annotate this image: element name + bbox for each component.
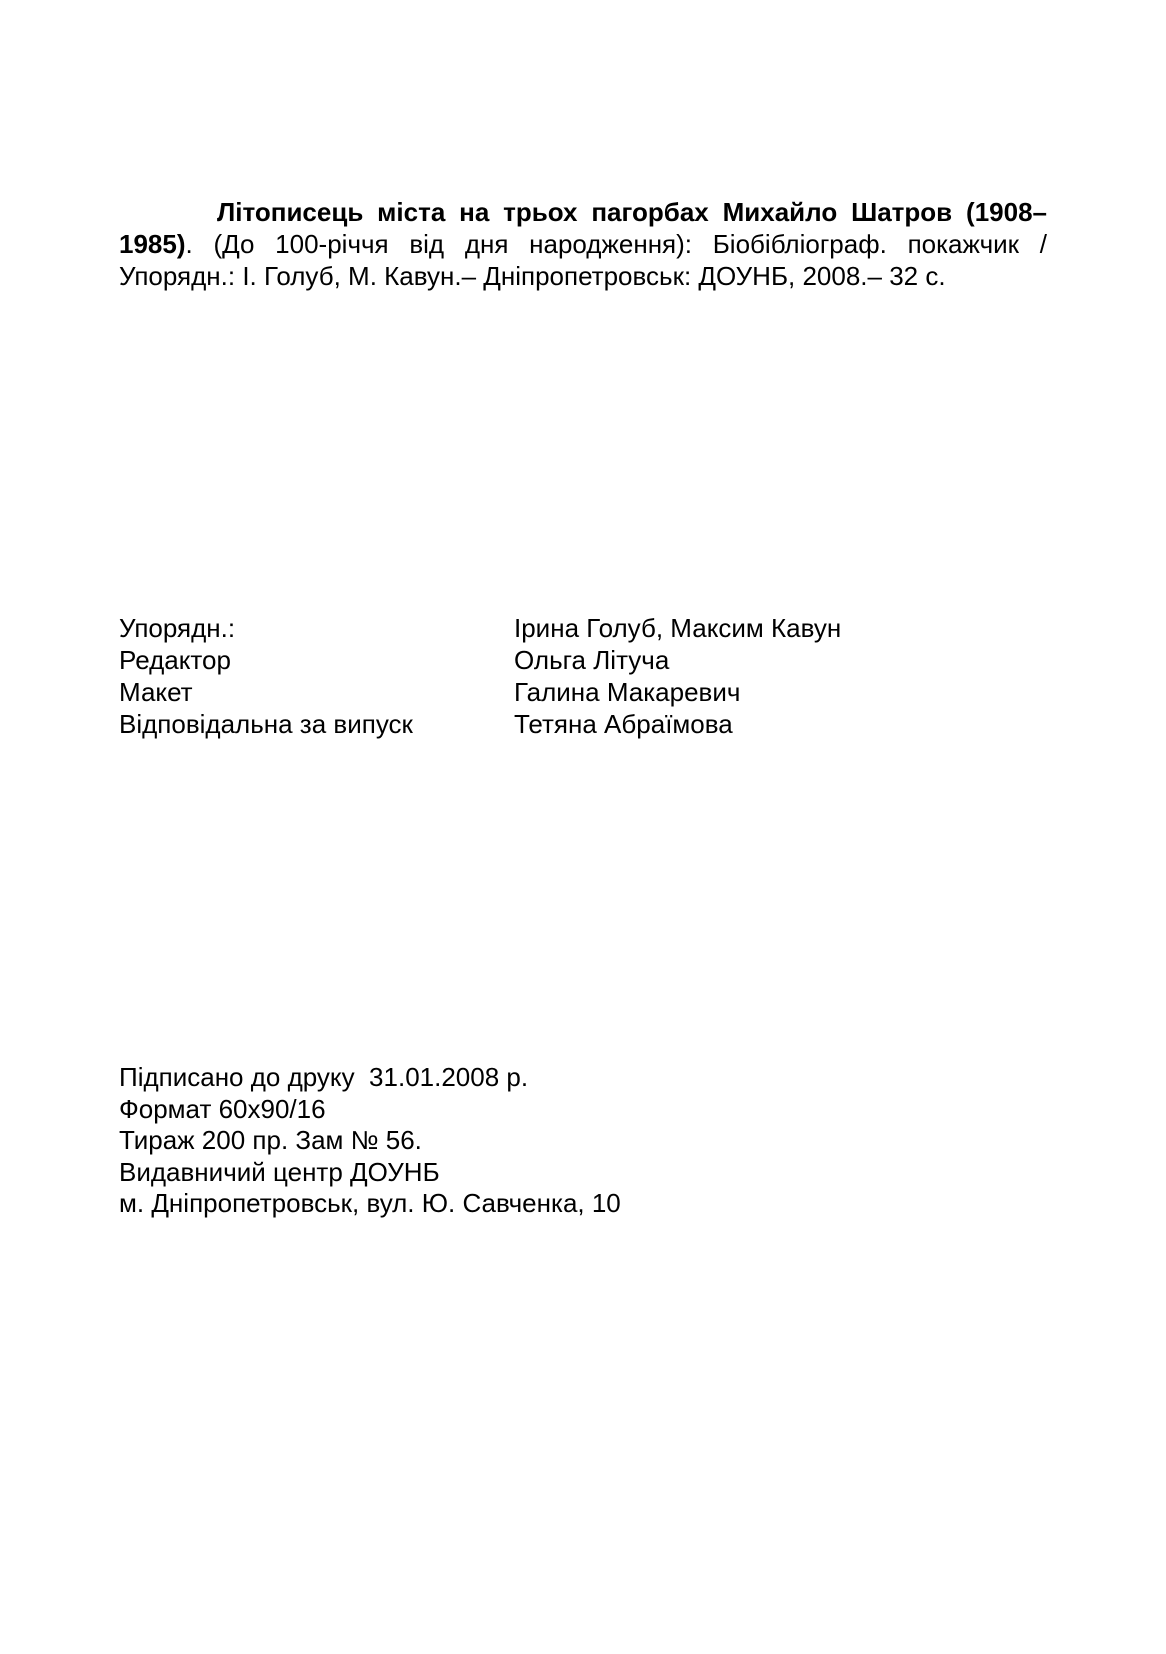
book-description: . (До 100-річчя від дня народження): Біобібліограф. покажчик / Упорядн.: І. Голуб, М. Кавун.– Дніпропетровськ: ДОУНБ, 2008.– 32 с. [119,229,1047,291]
imprint-signed: Підписано до друку 31.01.2008 р. [119,1062,529,1092]
imprint-print-run: Тираж 200 пр. Зам № 56. [119,1125,422,1155]
credit-name: Ольга Літуча [514,645,670,675]
credit-role: Відповідальна за випуск [119,709,413,739]
credit-name: Ірина Голуб, Максим Кавун [514,613,842,643]
bibliographic-record [119,196,1047,292]
book-dates: (1908–1985) [119,197,1047,259]
credit-name: Тетяна Абраїмова [514,709,733,739]
imprint-format: Формат 60x90/16 [119,1093,326,1124]
credit-row-compilers [119,612,1019,644]
credit-row-layout [119,676,1019,708]
credit-role: Упорядн.: [119,613,236,643]
credit-name: Галина Макаревич [514,677,741,707]
imprint-address: м. Дніпропетровськ, вул. Ю. Савченка, 10 [119,1188,621,1218]
credit-row-editor [119,644,1019,676]
imprint-publisher: Видавничий центр ДОУНБ [119,1156,440,1187]
credits-block [119,612,1019,740]
credit-row-responsible [119,708,1019,740]
imprint-block [119,1062,1019,1220]
credit-role: Редактор [119,645,231,675]
book-title: Літописець міста на трьох пагорбах Михайло Шатров [217,197,953,227]
credit-role: Макет [119,677,193,707]
